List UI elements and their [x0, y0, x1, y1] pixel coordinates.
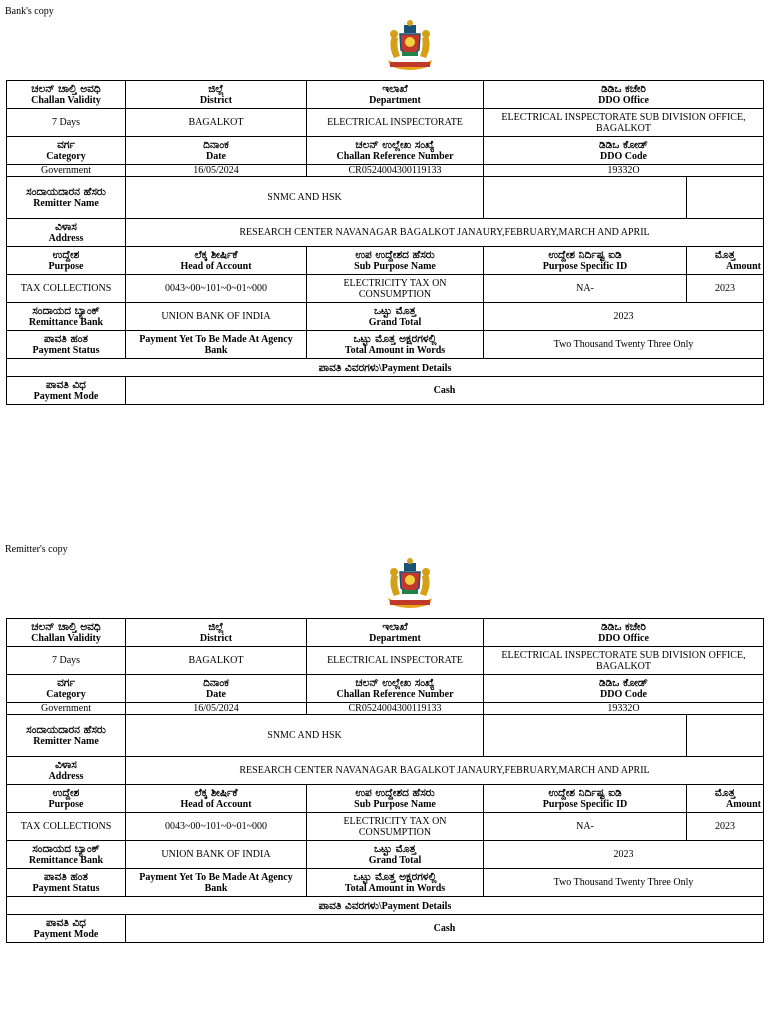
payment-details-header: ಪಾವತಿ ವಿವರಗಳು\Payment Details [7, 359, 764, 377]
reference-header: ಚಲನ್ ಉಲ್ಲೇಖ ಸಂಖ್ಯೆ Challan Reference Number [307, 137, 484, 165]
head-of-account-header: ಲೆಕ್ಕ ಶೀರ್ಷಿಕೆ Head of Account [126, 785, 307, 813]
mode-header: ಪಾವತಿ ವಿಧ Payment Mode [7, 377, 126, 405]
mode-header: ಪಾವತಿ ವಿಧ Payment Mode [7, 915, 126, 943]
ddo-office-value: ELECTRICAL INSPECTORATE SUB DIVISION OFFICE, BAGALKOT [484, 109, 764, 137]
validity-header: ಚಲನ್ ಚಾಲ್ತಿ ಅವಧಿ Challan Validity [7, 81, 126, 109]
date-header: ದಿನಾಂಕ Date [126, 137, 307, 165]
ddo-code-header: ಡಿಡಿಒ ಕೋಡ್ DDO Code [484, 675, 764, 703]
grand-total-value: 2023 [484, 841, 764, 869]
date-value: 16/05/2024 [126, 703, 307, 715]
remitter-header: ಸಂದಾಯದಾರನ ಹೆಸರು Remitter Name [7, 715, 126, 757]
challan-table [6, 618, 764, 943]
address-header: ವಿಳಾಸ Address [7, 757, 126, 785]
department-header: ಇಲಾಖೆ Department [307, 619, 484, 647]
head-of-account-header: ಲೆಕ್ಕ ಶೀರ್ಷಿಕೆ Head of Account [126, 247, 307, 275]
head-of-account-value: 0043~00~101~0~01~000 [126, 813, 307, 841]
grand-total-value: 2023 [484, 303, 764, 331]
purpose-header: ಉದ್ದೇಶ Purpose [7, 247, 126, 275]
status-header: ಪಾವತಿ ಹಂತ Payment Status [7, 869, 126, 897]
purpose-value: TAX COLLECTIONS [7, 813, 126, 841]
amount-header: ಮೊತ್ತ Amount [687, 785, 764, 813]
amount-header: ಮೊತ್ತ Amount [687, 247, 764, 275]
empty-cell [484, 715, 687, 757]
mode-value: Cash [126, 915, 764, 943]
category-header: ವರ್ಗ Category [7, 137, 126, 165]
challan-table [6, 80, 764, 405]
copy-label: Remitter's copy [5, 544, 68, 555]
district-value: BAGALKOT [126, 109, 307, 137]
sub-purpose-header: ಉಪ ಉದ್ದೇಶದ ಹೆಸರು Sub Purpose Name [307, 785, 484, 813]
empty-cell [687, 715, 764, 757]
address-header: ವಿಳಾಸ Address [7, 219, 126, 247]
mode-value: Cash [126, 377, 764, 405]
payment-details-header: ಪಾವತಿ ವಿವರಗಳು\Payment Details [7, 897, 764, 915]
sub-purpose-value: ELECTRICITY TAX ON CONSUMPTION [307, 813, 484, 841]
ddo-code-value: 19332O [484, 703, 764, 715]
ddo-code-header: ಡಿಡಿಒ ಕೋಡ್ DDO Code [484, 137, 764, 165]
category-value: Government [7, 165, 126, 177]
remitter-value: SNMC AND HSK [126, 715, 484, 757]
ddo-office-header: ಡಿಡಿಒ ಕಚೇರಿ DDO Office [484, 81, 764, 109]
reference-value: CR0524004300119133 [307, 703, 484, 715]
purpose-id-header: ಉದ್ದೇಶ ನಿರ್ದಿಷ್ಟ ಐಡಿ Purpose Specific ID [484, 247, 687, 275]
purpose-id-header: ಉದ್ದೇಶ ನಿರ್ದಿಷ್ಟ ಐಡಿ Purpose Specific ID [484, 785, 687, 813]
empty-cell [687, 177, 764, 219]
karnataka-emblem-icon [382, 16, 438, 72]
head-of-account-value: 0043~00~101~0~01~000 [126, 275, 307, 303]
remitter-value: SNMC AND HSK [126, 177, 484, 219]
bank-header: ಸಂದಾಯದ ಬ್ಯಾಂಕ್ Remittance Bank [7, 841, 126, 869]
district-header: ಜಿಲ್ಲೆ District [126, 619, 307, 647]
amount-value: 2023 [687, 275, 764, 303]
words-value: Two Thousand Twenty Three Only [484, 869, 764, 897]
reference-header: ಚಲನ್ ಉಲ್ಲೇಖ ಸಂಖ್ಯೆ Challan Reference Number [307, 675, 484, 703]
status-value: Payment Yet To Be Made At Agency Bank [126, 869, 307, 897]
district-header: ಜಿಲ್ಲೆ District [126, 81, 307, 109]
remitter-header: ಸಂದಾಯದಾರನ ಹೆಸರು Remitter Name [7, 177, 126, 219]
purpose-value: TAX COLLECTIONS [7, 275, 126, 303]
words-value: Two Thousand Twenty Three Only [484, 331, 764, 359]
copy-label: Bank's copy [5, 6, 54, 17]
district-value: BAGALKOT [126, 647, 307, 675]
category-value: Government [7, 703, 126, 715]
validity-header: ಚಲನ್ ಚಾಲ್ತಿ ಅವಧಿ Challan Validity [7, 619, 126, 647]
purpose-id-value: NA- [484, 813, 687, 841]
words-header: ಒಟ್ಟು ಮೊತ್ತ ಅಕ್ಷರಗಳಲ್ಲಿ Total Amount in Words [307, 331, 484, 359]
purpose-id-value: NA- [484, 275, 687, 303]
department-header: ಇಲಾಖೆ Department [307, 81, 484, 109]
karnataka-emblem-icon [382, 554, 438, 610]
status-header: ಪಾವತಿ ಹಂತ Payment Status [7, 331, 126, 359]
sub-purpose-header: ಉಪ ಉದ್ದೇಶದ ಹೆಸರು Sub Purpose Name [307, 247, 484, 275]
bank-value: UNION BANK OF INDIA [126, 303, 307, 331]
validity-value: 7 Days [7, 647, 126, 675]
sub-purpose-value: ELECTRICITY TAX ON CONSUMPTION [307, 275, 484, 303]
address-value: RESEARCH CENTER NAVANAGAR BAGALKOT JANAURY,FEBRUARY,MARCH AND APRIL [126, 757, 764, 785]
words-header: ಒಟ್ಟು ಮೊತ್ತ ಅಕ್ಷರಗಳಲ್ಲಿ Total Amount in Words [307, 869, 484, 897]
department-value: ELECTRICAL INSPECTORATE [307, 109, 484, 137]
date-header: ದಿನಾಂಕ Date [126, 675, 307, 703]
ddo-office-value: ELECTRICAL INSPECTORATE SUB DIVISION OFFICE, BAGALKOT [484, 647, 764, 675]
amount-value: 2023 [687, 813, 764, 841]
grand-total-header: ಒಟ್ಟು ಮೊತ್ತ Grand Total [307, 303, 484, 331]
status-value: Payment Yet To Be Made At Agency Bank [126, 331, 307, 359]
purpose-header: ಉದ್ದೇಶ Purpose [7, 785, 126, 813]
empty-cell [484, 177, 687, 219]
bank-header: ಸಂದಾಯದ ಬ್ಯಾಂಕ್ Remittance Bank [7, 303, 126, 331]
ddo-code-value: 19332O [484, 165, 764, 177]
address-value: RESEARCH CENTER NAVANAGAR BAGALKOT JANAURY,FEBRUARY,MARCH AND APRIL [126, 219, 764, 247]
date-value: 16/05/2024 [126, 165, 307, 177]
department-value: ELECTRICAL INSPECTORATE [307, 647, 484, 675]
validity-value: 7 Days [7, 109, 126, 137]
category-header: ವರ್ಗ Category [7, 675, 126, 703]
grand-total-header: ಒಟ್ಟು ಮೊತ್ತ Grand Total [307, 841, 484, 869]
ddo-office-header: ಡಿಡಿಒ ಕಚೇರಿ DDO Office [484, 619, 764, 647]
bank-value: UNION BANK OF INDIA [126, 841, 307, 869]
reference-value: CR0524004300119133 [307, 165, 484, 177]
